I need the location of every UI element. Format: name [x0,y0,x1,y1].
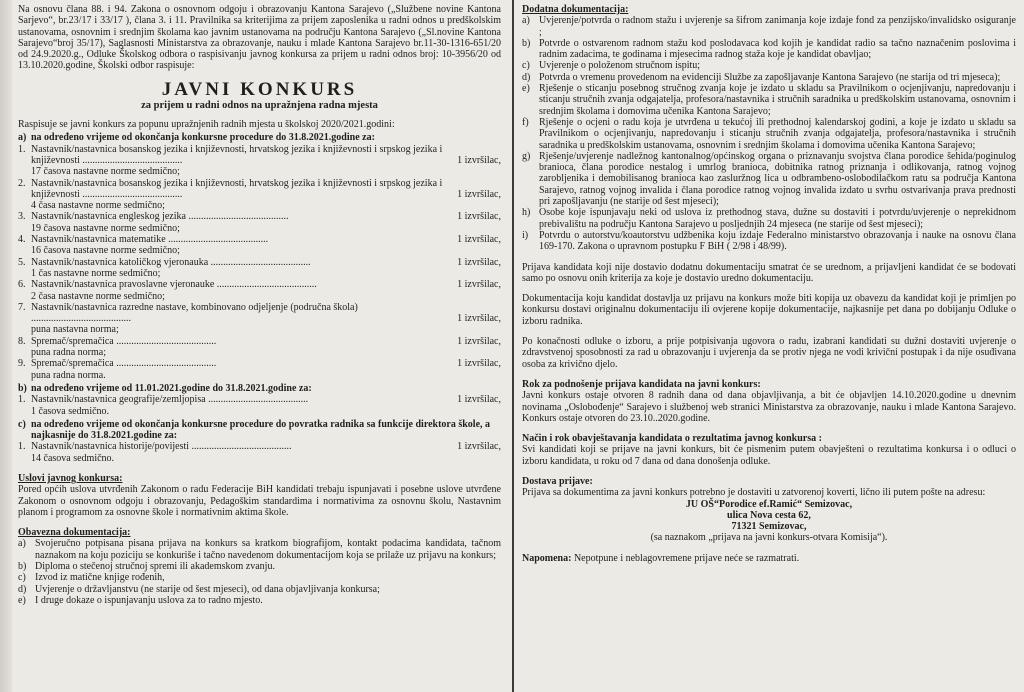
section-label: a) [18,132,27,144]
position-item [18,394,501,405]
document-item-label: f) [522,116,529,128]
position-count: 1 izvršilac, [457,188,501,200]
document-item-text: Osobe koje ispunjavaju neki od uslova iz prethodnog stava, dužne su dostaviti i potvrdu/uvjerenje o neprekidnom prebivalištu na području Kantona Sarajevo u posljednjih 24 mjeseca (ne starije od šest mjeseci); [539,207,1016,230]
document-item-label: a) [522,15,530,27]
paragraph-konacnost: Po konačnosti odluke o izboru, a prije potpisivanja ugovora o radu, izabrani kandidati su dužni dostaviti uvjerenje o zdravstvenoj sposobnosti za rad u obrazovanju i uvjerenja da se protiv njega ne vodi krivični postupak i da nije osuđivana osoba za krivično djelo. [522,336,1016,370]
position-count: 1 izvršilac, [457,313,501,325]
document-item-label: d) [18,583,27,595]
uslovi-text: Pored općih uslova utvrđenih Zakonom o radu Federacije BiH kandidati trebaju ispunjavati i posebne uslove utvrđene Zakonom o osnovnom odgoju i obrazovanju, Pedagoškim standardima i normativima za osnovnu školu, Nastavnim planom i programom za osnovne škole i normativnim aktima škole. [18,484,501,518]
dodatna-heading: Dodatna dokumentacija: [522,4,629,15]
position-title: Nastavnik/nastavnica razredne nastave, kombinovano odjeljenje (područna škola) ........................................ [31,301,358,325]
document-item-label: e) [522,83,530,95]
section-heading [18,383,501,394]
section-heading [18,132,501,143]
document-item-text: Rješenje o ocjeni o radu koja je utvrđena u tekućoj ili prethodnoj kalendarskoj godini, a koje je izdato u skladu sa Pravilnikom o ocjenjivanju, napredovanju i sticanju stručnih zvanja odgajatelja, profesora/nastavnika i stručnih saradnika u predškolskim ustanovama, osnovnim i srednjim školama i domovima učenika Kantona Sarajevo; [539,116,1016,151]
document-item-text: Rješenje o sticanju posebnog stručnog zvanja koje je izdato u skladu sa Pravilnikom o ocjenjivanju, napredovanju i sticanju stručnih zvanja odgajatelja, profesora/nastavnika i stručnih saradnika u predškolskim ustanovama, osnovnim i srednjim školama i domovima učenika Kantona Sarajevo; [539,83,1016,117]
position-hours: 4 časa nastavne norme sedmično; [31,200,165,212]
document-item [18,538,501,561]
position-title: Nastavnik/nastavnica engleskog jezika ........................................ [31,211,289,223]
napomena-label: Napomena: [522,552,572,564]
document-item [522,15,1016,38]
obavezna-list [18,538,501,606]
notice-subtitle: za prijem u radni odnos na upražnjena radna mjesta [141,99,378,111]
dostava-text: Prijava sa dokumentima za javni konkurs potrebno je dostaviti u zatvorenoj koverti, lično ili putem pošte na adresu: [522,487,986,499]
address-school: JU OŠ“Porodice ef.Ramić“ Semizovac, [685,498,853,510]
document-item [522,72,1016,83]
position-hours: 2 časa nastavne norme sedmično; [31,290,165,302]
document-item-label: i) [522,229,529,241]
address-postal: 71321 Semizovac, [731,521,807,533]
position-number: 8. [18,335,26,347]
document-item-text: Diploma o stečenoj stručnoj spremi ili akademskom zvanju. [35,561,275,573]
right-column [512,0,1024,692]
position-item [18,336,501,347]
position-count: 1 izvršilac, [457,154,501,166]
position-hours: 1 čas nastavne norme sedmično; [31,267,161,279]
document-item [18,572,501,583]
position-count: 1 izvršilac, [457,256,501,268]
position-item [18,279,501,290]
document-item-label: b) [18,561,27,573]
document-item [522,117,1016,151]
document-item-label: b) [522,37,531,49]
position-number: 3. [18,211,26,223]
position-item [18,441,501,452]
position-hours: 16 časova nastavne norme sedmično; [31,245,180,257]
position-count: 1 izvršilac, [457,441,501,453]
section-heading-text: na određeno vrijeme od 11.01.2021.godine do 31.8.2021.godine za: [31,382,312,394]
document-item-text: Potvrda o vremenu provedenom na evidenciji Službe za zapošljavanje Kantona Sarajevo (ne starija od tri mjeseca); [539,71,1001,83]
position-item [18,302,501,325]
position-hours: 1 časova sedmično. [31,405,110,417]
document-item [522,230,1016,253]
document-item [522,151,1016,207]
position-hours: 17 časova nastavne norme sedmično; [31,166,180,178]
document-item-text: Potvrdu o autorstvu/koautorstvu udžbenika koju izdaje Federalno ministarstvo obrazovanja i nauke na osnovu člana 169-170. Zakona o upravnom postupku F BiH ( 2/98 i 48/99). [539,229,1016,253]
document-item-label: h) [522,207,531,219]
position-number: 2. [18,177,26,189]
nacin-text: Svi kandidati koji se prijave na javni konkurs, bit će pismenim putem obavješteni o rezultatima konkursa i o odluci o izboru kandidata, u roku od 7 dana od dana donošenja odluke. [522,444,1016,467]
document-item-text: Izvod iz matične knjige rođenih, [35,572,165,584]
rok-heading: Rok za podnošenje prijava kandidata na javni konkurs: [522,378,761,390]
document-item [18,595,501,606]
document-item [18,584,501,595]
position-number: 1. [18,441,26,453]
position-item [18,178,501,201]
document-item-text: Rješenje/uvjerenje nadležnog kantonalnog/općinskog organa o priznavanju svojstva člana porodice šehida/poginulog branioca, člana porodice nestalog i umrlog branioca, dobitnika ratnog priznanja i odlikovanja, ratnog vojnog zarobljenika i demobilisanog branioca kao zasluržnog lica u odbrambeno-oslobodilačkom ratu sa područja Kantona Sarajevo, ratnog vojnog invalida i člana porodice ratnog vojnog invalida izdato u svrhu ostvarivanja prava prednosti pri zapošljavanju (ne starije od šest mjeseci); [539,150,1016,208]
position-item [18,234,501,245]
napomena [522,553,1016,564]
document-item [522,207,1016,230]
position-count: 1 izvršilac, [457,394,501,406]
uslovi-heading: Uslovi javnog konkursa: [18,472,123,484]
position-title: Spremač/spremačica ........................................ [31,358,217,370]
position-title: Nastavnik/nastavnica matematike ........................................ [31,234,269,246]
position-number: 5. [18,256,26,268]
section-b [18,383,501,417]
position-number: 1. [18,394,26,406]
position-hours: puna radna norma. [31,369,106,381]
position-hours: 19 časova nastavne norme sedmično; [31,222,180,234]
document-item-label: c) [18,572,26,584]
notice-title: JAVNI KONKURS [161,78,358,100]
section-c [18,419,501,464]
section-label: b) [18,382,27,394]
document-item [18,561,501,572]
position-count: 1 izvršilac, [457,358,501,370]
position-title: Nastavnik/nastavnica bosanskog jezika i književnosti, hrvatskog jezika i književnosti i srpskog jezika i književnosti ........................................ [31,143,443,166]
intro-paragraph: Na osnovu člana 88. i 94. Zakona o osnovnom odgoju i obrazovanju Kantona Sarajevo („Službene novine Kantona Sarjevo“, br.23/17 i 33/17 ), člana 3. i 11. Pravilnika sa kriterijima za prijem zaposlenika u radni odnos u predškolskim ustanovama, osnovnim i srednjim školama kao javnim ustanovama na području Kantona Sarajevo („Sl.novine Kantona Sarajevo“broj 35/17), Saglasnosti Ministarstva za obrazovanje, nauku i mlade Kantona Sarajevo br.11-30-1316-651/20 od 24.9.2020.g., Odluke Školskog odbora o raspisivanju javnog konkursa za prijem u radni odnos broj: 10-3956/20 od 13.10.2020.godine, Školski odbor raspisuje: [18,4,501,72]
document-item-label: d) [522,71,531,83]
position-item [18,358,501,369]
address-street: ulica Nova cesta 62, [727,509,811,521]
document-item-text: Uvjerenje/potvrda o radnom stažu i uvjerenje sa šifrom zanimanja koje izdaje fond za penzijsko/invalidsko osiguranje ; [539,15,1016,38]
position-number: 4. [18,234,26,246]
dodatna-list [522,15,1016,252]
section-heading-text: na određeno vrijeme od okončanja konkursne procedure do povratka radnika sa funkcije direktora škole, a najkasnije do 31.8.2021.godine za: [31,418,491,442]
nacin-heading: Način i rok obavještavanja kandidata o rezultatima javnog konkursa : [522,433,822,445]
left-column [0,0,507,692]
document-item-text: I druge dokaze o ispunjavanju uslova za to radno mjesto. [35,594,263,606]
document-item-text: Uvjerenje o položenom stručnom ispitu; [539,60,701,72]
position-hours: puna nastavna norma; [31,324,119,336]
position-number: 1. [18,143,26,155]
position-item [18,144,501,167]
position-number: 7. [18,301,26,313]
announce-text: Raspisuje se javni konkurs za popunu upražnjenih radnih mjesta u školskoj 2020/2021.godini: [18,119,395,131]
document-item [522,38,1016,61]
position-number: 6. [18,279,26,291]
section-a [18,132,501,381]
position-title: Nastavnik/nastavnica historije/povijesti ........................................ [31,441,292,453]
position-item [18,211,501,222]
document-item-text: Potvrde o ostvarenom radnom stažu kod poslodavaca kod kojih je kandidat radio sa tačno naznačenim poslovima i radnim zadacima, te godinama i mjesecima radnog staža koje je kandidat obavljao; [539,37,1016,61]
dostava-heading: Dostava prijave: [522,475,593,487]
position-hours: puna radna norma; [31,347,106,359]
position-count: 1 izvršilac, [457,335,501,347]
document-item-text: Uvjerenje o državljanstvu (ne starije od šest mjeseci), od dana objavljivanja konkursa; [35,583,380,595]
position-count: 1 izvršilac, [457,234,501,246]
position-title: Nastavnik/nastavnica geografije/zemljopisa ........................................ [31,394,309,406]
document-item-label: e) [18,594,26,606]
rok-text: Javni konkurs ostaje otvoren 8 radnih dana od dana objavljivanja, a bit će objavljen 14.10.2020.godine u dnevnim novinama „Oslobođenje“ Sarajevo i službenoj web stranici Ministarstva za obrazovanje, nauku i mlade Kantona Sarajevo. Konkurs ostaje otvoren do 23.10..2020.godine. [522,390,1016,424]
position-title: Nastavnik/nastavnica katoličkog vjeronauka ........................................ [31,256,311,268]
position-title: Nastavnik/nastavnica pravoslavne vjeronauke ........................................ [31,279,317,291]
position-number: 9. [18,358,26,370]
position-title: Spremač/spremačica ........................................ [31,335,217,347]
position-hours: 14 časova sedmično. [31,452,115,464]
napomena-text: Nepotpune i neblagovremene prijave neće se razmatrati. [571,552,800,564]
document-item [522,60,1016,71]
section-heading [18,419,501,442]
paragraph-dodatna-note: Prijava kandidata koji nije dostavio dodatnu dokumentaciju smatrat će se urednom, a prijavljeni kandidat će se bodovati samo po osnovu onih kriterija za koje je dostavio uredno dokumentaciju. [522,261,1016,284]
document-item-label: g) [522,150,531,162]
document-item-text: Svojeručno potpisana pisana prijava na konkurs sa kratkom biografijom, kontakt podacima kandidata, tačnom naznakom na koju poziciju se konkuriše i tačno navedenom dokumentacijom koja se prilaže uz prijavu na konkurs; [35,538,501,561]
section-label: c) [18,418,26,430]
obavezna-heading: Obavezna dokumentacija: [18,527,131,539]
position-item [18,257,501,268]
document-item-label: a) [18,538,26,550]
document-item-label: c) [522,60,530,72]
position-count: 1 izvršilac, [457,211,501,223]
position-title: Nastavnik/nastavnica bosanskog jezika i književnosti, hrvatskog jezika i književnosti i srpskog jezika i književnosti ........................................ [31,177,443,200]
document-item [522,83,1016,117]
position-count: 1 izvršilac, [457,279,501,291]
address-note: (sa naznakom „prijava na javni konkurs-otvara Komisija“). [650,532,888,544]
section-heading-text: na određeno vrijeme od okončanja konkursne procedure do 31.8.2021.godine za: [31,132,375,144]
paragraph-kopije: Dokumentacija koju kandidat dostavlja uz prijavu na konkurs može biti kopija uz obavezu da kandidat koji je primljen po konkursu dostavi originalnu dokumentaciju ili ovjerene kopije dokumentacije, najkasnije pet dana po dobijanju Odluke o izboru radnika. [522,293,1016,327]
